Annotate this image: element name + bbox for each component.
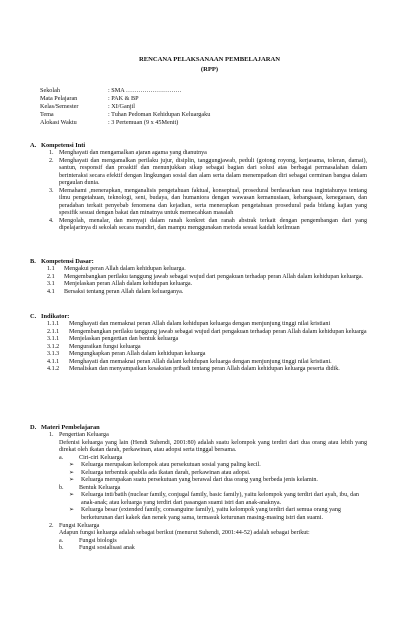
bullet-item <box>69 477 367 485</box>
item-number: 2. <box>49 157 54 164</box>
section-number: A. <box>30 142 37 149</box>
bullet-item <box>69 462 367 470</box>
bullet-text: Keluarga terbentuk apabila ada ikatan darah, perkawinan atau adopsi. <box>81 469 251 476</box>
list-item <box>59 538 367 546</box>
list-item <box>47 266 367 274</box>
info-label: Kelas/Semester <box>40 103 79 110</box>
list-item <box>49 158 367 188</box>
info-value: : Tuhan Pedoman Kehidupan Keluargaku <box>108 111 211 118</box>
section-b-heading <box>30 258 94 266</box>
info-label: Sekolah <box>40 87 60 94</box>
item-text: Mengolah, menalar, dan menyaji dalam ranah konkret dan ranah abstrak terkait dengan pengembangan dari yang dipelajarinya di sekolah secara mandiri, dan mampu menggunakan metoda sesuai kaidah keilmuan <box>59 217 367 232</box>
item-text: Mengembangkan perilaku tanggung jawab sebagai wujud dari pengakuan terhadap peran Allah dalam kehidupan keluarga <box>69 328 367 335</box>
bullet-text: Keluarga inti/batih (nuclear family, conjugal family, basic family), yaitu kelompok yang terdiri dari ayah, ibu, dan anak-anak; atau keluarga yang terdiri dari pasangan suami istri dan anak-anaknya. <box>81 492 359 506</box>
item-text: Menghayati dan memaknai peran Allah dalam kehidupan keluarga dengan menjunjung tinggi nilai kristiani. <box>69 358 332 365</box>
list-item <box>47 281 367 289</box>
sub-item-title: Ciri-ciri Keluarga <box>79 454 123 461</box>
info-row-tema <box>40 111 210 119</box>
item-text: Menguraikan fungsi keluarga <box>69 343 141 350</box>
section-title: Kompetensi Inti <box>41 142 86 149</box>
list-item <box>47 274 367 282</box>
info-row-sekolah <box>40 87 182 95</box>
item-number: 4.1.1 <box>47 358 60 365</box>
section-b-list <box>47 266 367 296</box>
section-c-heading <box>30 313 69 321</box>
sub-item-ciri <box>59 455 367 463</box>
section-d-content <box>49 432 367 553</box>
bullet-item <box>69 492 367 507</box>
item-number: 3.1.2 <box>47 343 60 350</box>
item-number: 1.1.1 <box>47 321 60 327</box>
item-number: 2. <box>49 522 54 529</box>
item-number: 3.1 <box>47 281 55 288</box>
item-text: Menaliskan dan menyampaikan kesaksian pribadi tentang peran Allah dalam kehidupan keluarga peserta didik. <box>69 366 340 373</box>
list-item <box>47 289 367 297</box>
subsection-pengertian <box>49 432 367 440</box>
bullet-text: Keluarga besar (extended family, consanguine family), yaitu kelompok yang terdiri dari semua orang yang berketurunan dari kakek dan nenek yang sama, termasuk keturunan masing-masing istri dan suami. <box>81 507 341 522</box>
section-number: D. <box>30 424 37 431</box>
paragraph: Defenisi keluarga yang lain (Hendi Suhendi, 2001:80) adalah suatu kelompok yang terdiri dari dua orang atau lebih yang direkat oleh ikatan darah, perkawinan, atau adopsi serta tinggal bersama. <box>59 439 367 454</box>
item-text: Bersaksi tentang peran Allah dalam keluarganya. <box>64 288 184 295</box>
arrow-bullet-icon: ➢ <box>69 492 75 499</box>
item-text: Menghayati dan memaknai peran Allah dalam kehidupan keluarga dengan menjunjung tinggi nilai kristiani <box>69 321 331 327</box>
section-c-list <box>47 321 367 374</box>
doc-title: RENCANA PELAKSANAAN PEMBELAJARAN <box>138 56 281 63</box>
bullet-text: Keluarga merupakan kelompok atau persekutuan sosial yang paling kecil. <box>81 462 261 469</box>
section-d-heading <box>30 424 100 432</box>
info-label: Tema <box>40 111 54 118</box>
info-label: Alokasi Waktu <box>40 119 77 126</box>
item-text: Mengakui peran Allah dalam kehidupan keluarga. <box>64 266 186 272</box>
item-number: 3.1.3 <box>47 351 60 358</box>
subsection-title: Fungsi Keluarga <box>59 522 100 529</box>
item-number: 3. <box>49 187 54 194</box>
item-number: 2.1 <box>47 273 55 280</box>
subsection-fungsi <box>49 523 367 531</box>
list-item <box>47 359 367 367</box>
item-letter: a. <box>59 454 64 461</box>
info-label: Mata Pelajaran <box>40 95 78 102</box>
item-number: 3.1.1 <box>47 336 60 343</box>
item-text: Menghayati dan mengamalkan perilaku jujur, disiplin, tanggungjawab, peduli (gotong royong, kerjasama, toleran, damai), santun, responsif dan proaktif dan menunjukkan sikap sebagai bagian dari solusi atas berbagai permasalahan dalam berinteraksi secara efektif dengan lingkungan sosial dan alam serta dalam menempatkan diri sebagai cerminan bangsa dalam pergaulan dunia. <box>59 157 367 187</box>
item-number: 4.1.2 <box>47 366 60 373</box>
item-number: 1.1 <box>47 266 55 272</box>
bullet-item <box>69 470 367 478</box>
item-letter: b. <box>59 545 64 552</box>
list-item <box>47 336 367 344</box>
item-text: Mengungkapkan peran Allah dalam kehidupan keluarga <box>69 351 206 358</box>
item-text: Mengembangkan perilaku tanggung jawab sebagai wujud dari pengakuan terhadap peran Allah dalam kehidupan keluarga. <box>64 273 364 280</box>
item-number: 2.1.1 <box>47 328 60 335</box>
list-item <box>47 351 367 359</box>
section-number: B. <box>30 258 36 265</box>
list-item <box>49 218 367 233</box>
item-text: Memahami ,menerapkan, menganalisis pengetahuan faktual, konseptual, prosedural berdasarkan rasa ingintahunya tentang ilmu pengetahuan, teknologi, seni, budaya, dan humaniora dengan wawasan kemanusiaan, kebangsaan, kenegaraan, dan peradaban terkait penyebab fenomena dan kejadian, serta menerapkan pengetahuan prosedural pada bidang kajian yang spesifik sesuai dengan bakat dan minatnya untuk memecahkan masalah <box>59 187 367 217</box>
item-number: 1. <box>49 150 54 156</box>
section-number: C. <box>30 313 37 320</box>
list-item <box>49 188 367 218</box>
arrow-bullet-icon: ➢ <box>69 469 75 476</box>
info-value: : XI/Ganjil <box>108 103 135 110</box>
item-number: 4. <box>49 217 54 224</box>
arrow-bullet-icon: ➢ <box>69 462 75 469</box>
subsection-title: Pengertian Keluarga <box>59 432 109 438</box>
item-text: Menghayati dan mengamalkan ajaran agama yang dianutnya <box>59 150 207 156</box>
list-item <box>49 150 367 158</box>
info-row-alokasi <box>40 119 178 127</box>
info-value: : SMA ……………………… <box>108 87 182 94</box>
item-number: 4.1 <box>47 288 55 295</box>
arrow-bullet-icon: ➢ <box>69 507 75 514</box>
info-row-kelas <box>40 103 135 111</box>
bullet-item <box>69 507 367 522</box>
item-text: Menjelaskan peran Allah dalam kehidupan keluarga. <box>64 281 193 288</box>
item-letter: b. <box>59 484 64 491</box>
info-value: : 3 Pertemuan (9 x 45Menit) <box>108 119 179 126</box>
section-a-heading <box>30 142 85 150</box>
section-a-list <box>49 150 367 233</box>
doc-subtitle: (RPP) <box>200 66 219 73</box>
info-row-mapel <box>40 95 139 103</box>
section-title: Kompetensi Dasar: <box>41 258 94 265</box>
item-text: Menjelaskan pengertian dan bentuk keluarga <box>69 336 179 343</box>
item-number: 1. <box>49 432 54 438</box>
info-value: : PAK & BP <box>108 95 139 102</box>
list-item <box>47 366 367 374</box>
list-item <box>59 545 367 553</box>
item-text: Fungsi sosialisasi anak <box>79 545 135 552</box>
item-text: Fungsi biologis <box>79 537 117 544</box>
list-item <box>47 329 367 337</box>
section-title: Indikator: <box>41 313 70 320</box>
list-item <box>47 321 367 329</box>
sub-item-title: Bentuk Keluarga <box>79 484 121 491</box>
paragraph: Adapun fungsi keluarga adalah sebagai berikut (menurut Suhendi, 2001:44-52) adalah sebagai berikut: <box>59 530 310 537</box>
bullet-text: Keluarga merupakan suatu persekutuan yang berawal dari dua orang yang berbeda jenis kelamin. <box>81 477 318 484</box>
arrow-bullet-icon: ➢ <box>69 477 75 484</box>
section-title: Materi Pembelajaran <box>41 424 100 431</box>
item-letter: a. <box>59 537 64 544</box>
list-item <box>47 344 367 352</box>
